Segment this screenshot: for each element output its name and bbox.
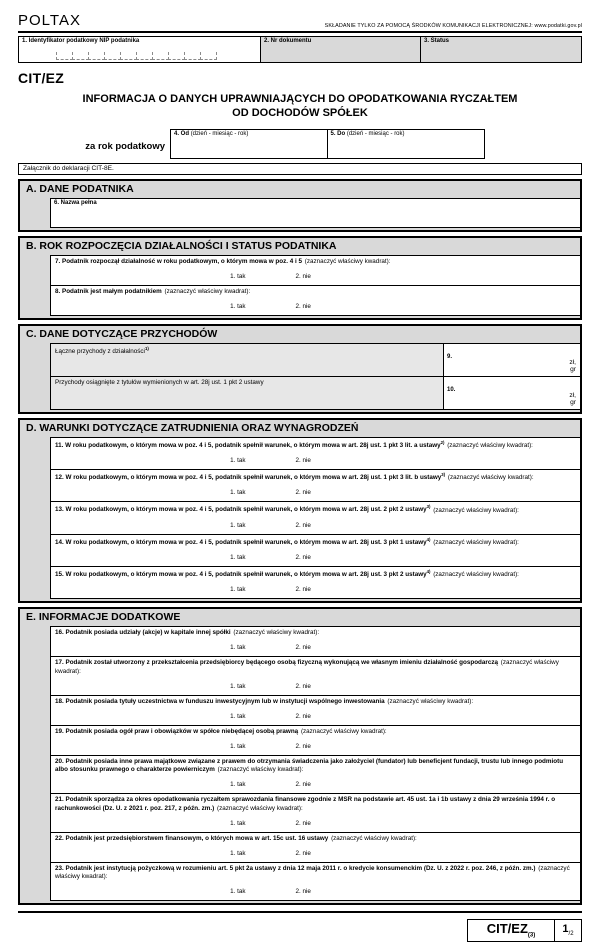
option-yes[interactable]: 1. tak xyxy=(230,682,246,690)
question-19-hint: (zaznaczyć właściwy kwadrat): xyxy=(300,727,387,735)
section-a-title: A. DANE PODATNIKA xyxy=(20,181,580,198)
question-row-21 xyxy=(50,793,580,832)
document-number-label: 2. Nr dokumentu xyxy=(264,38,312,44)
question-8-hint: (zaznaczyć właściwy kwadrat): xyxy=(164,287,251,295)
section-d-title: D. WARUNKI DOTYCZĄCE ZATRUDNIENIA ORAZ WYNAGRODZEŃ xyxy=(20,420,580,437)
question-18-options xyxy=(10,713,531,720)
question-7-text: 7. Podatnik rozpoczął działalność w roku podatkowym, o którym mowa w poz. 4 i 5 xyxy=(55,257,303,265)
nip-digit-cells[interactable] xyxy=(57,52,217,60)
tax-year-row xyxy=(70,129,582,159)
question-row-23 xyxy=(50,862,580,901)
option-no[interactable]: 2. nie xyxy=(295,819,311,827)
question-22-options xyxy=(10,850,531,857)
section-a xyxy=(18,179,582,232)
date-to-field[interactable] xyxy=(328,130,485,158)
nip-digit-cell[interactable] xyxy=(104,52,121,60)
question-row-16 xyxy=(50,626,580,657)
option-no[interactable]: 2. nie xyxy=(295,743,311,751)
option-yes[interactable]: 1. tak xyxy=(230,888,246,896)
amount-field-10-number: 10. xyxy=(447,386,456,393)
question-16-text: 16. Podatnik posiada udziały (akcje) w kapitale innej spółki xyxy=(55,629,231,637)
question-14-hint: (zaznaczyć właściwy kwadrat): xyxy=(433,538,519,546)
option-yes[interactable]: 1. tak xyxy=(230,554,246,561)
question-row-11 xyxy=(50,437,580,470)
question-12-text: 12. W roku podatkowym, o którym mowa w poz. 4 i 5, podatnik spełnił warunek, o którym mowa w art. 28j ust. 1 pkt 3 lit. b ustawy xyxy=(55,474,442,482)
footer-form-version: (3) xyxy=(527,932,536,939)
tax-year-date-box xyxy=(170,129,485,159)
footnote-ref: 3) xyxy=(441,472,446,478)
question-23-hint: (zaznaczyć właściwy kwadrat): xyxy=(55,864,570,881)
question-21-hint: (zaznaczyć właściwy kwadrat): xyxy=(216,804,303,812)
question-22-hint: (zaznaczyć właściwy kwadrat): xyxy=(331,834,417,842)
option-no[interactable]: 2. nie xyxy=(295,272,311,280)
nip-digit-cell[interactable] xyxy=(56,52,73,60)
question-row-20 xyxy=(50,755,580,794)
question-16-hint: (zaznaczyć właściwy kwadrat): xyxy=(233,629,320,637)
status-label: 3. Status xyxy=(424,38,450,44)
form-title xyxy=(18,92,582,121)
nip-digit-cell[interactable] xyxy=(88,52,105,60)
nip-field[interactable] xyxy=(19,37,261,62)
section-e-title: E. INFORMACJE DODATKOWE xyxy=(20,609,580,626)
nip-field-label: 1. Identyfikator podatkowy NIP podatnika xyxy=(22,38,140,44)
section-c-title: C. DANE DOTYCZĄCE PRZYCHODÓW xyxy=(20,326,580,343)
question-11-options xyxy=(10,457,531,464)
question-17-hint: (zaznaczyć właściwy kwadrat): xyxy=(55,659,559,675)
section-c-body xyxy=(20,343,580,412)
question-20-options xyxy=(10,781,531,788)
question-13-text: 13. W roku podatkowym, o którym mowa w poz. 4 i 5, podatnik spełnił warunek, o którym mowa w art. 28j ust. 2 pkt 2 ustawy xyxy=(55,506,427,514)
footer-page-indicator: $1_{/2}$ xyxy=(555,919,582,942)
option-no[interactable]: 2. nie xyxy=(295,644,311,652)
document-number-field xyxy=(261,37,421,62)
option-no[interactable]: 2. nie xyxy=(295,554,311,561)
section-e-body xyxy=(20,626,580,903)
section-d-body xyxy=(20,437,580,601)
question-13-options xyxy=(10,522,531,529)
currency-unit: zł, gr xyxy=(569,359,576,374)
question-17-text: 17. Podatnik został utworzony z przekształcenia przedsiębiorcy będącego osobą fizyczną wykonującą we własnym imieniu działalność gospodarczą xyxy=(55,659,499,667)
footnote-ref: 1) xyxy=(144,345,149,351)
question-15-options xyxy=(10,586,531,593)
question-13-hint: (zaznaczyć właściwy kwadrat): xyxy=(433,506,519,514)
question-8-text: 8. Podatnik jest małym podatnikiem xyxy=(55,287,162,295)
question-12-options xyxy=(10,489,531,496)
question-22-text: 22. Podatnik jest przedsiębiorstwem finansowym, o których mowa w art. 15c ust. 16 ustawy xyxy=(55,834,329,842)
option-yes[interactable]: 1. tak xyxy=(230,272,246,280)
option-yes[interactable]: 1. tak xyxy=(230,586,246,594)
option-no[interactable]: 2. nie xyxy=(295,302,311,310)
header-rule xyxy=(18,31,582,33)
nip-digit-cell[interactable] xyxy=(200,52,217,60)
revenue-row-10 xyxy=(50,376,580,410)
question-23-options xyxy=(10,888,531,895)
question-row-17 xyxy=(50,656,580,695)
question-7-options xyxy=(10,273,531,280)
e-filing-notice: SKŁADANIE TYLKO ZA POMOCĄ ŚRODKÓW KOMUNIKACJI ELEKTRONICZNEJ: www.podatki.gov.pl xyxy=(324,23,582,29)
question-14-text: 14. W roku podatkowym, o którym mowa w poz. 4 i 5, podatnik spełnił warunek, o którym mowa w art. 28j ust. 3 pkt 1 ustawy xyxy=(55,538,427,546)
form-title-line1: INFORMACJA O DANYCH UPRAWNIAJĄCYCH DO OPODATKOWANIA RYCZAŁTEM xyxy=(82,93,518,105)
form-title-line2: OD DOCHODÓW SPÓŁEK xyxy=(232,107,368,120)
option-yes[interactable]: 1. tak xyxy=(230,644,246,652)
status-field xyxy=(421,37,581,62)
top-bar xyxy=(18,12,582,29)
section-e xyxy=(18,607,582,905)
revenue-row-10-label: Przychody osiągnięte z tytułów wymienionych w art. 28j ust. 1 pkt 2 ustawy xyxy=(55,378,264,386)
nip-digit-cell[interactable] xyxy=(168,52,185,60)
question-row-12 xyxy=(50,469,580,502)
question-17-options xyxy=(10,683,531,690)
date-to-hint: (dzień - miesiąc - rok) xyxy=(346,130,405,137)
question-20-text: 20. Podatnik posiada inne prawa majątkowe związane z prawem do otrzymania świadczenia jako założyciel (fundator) lub beneficjent fundacji, trustu lub innego podmiotu albo stosunku prawnego o charakterze powierniczym xyxy=(55,758,564,774)
attachment-note: Załącznik do deklaracji CIT-8E. xyxy=(18,163,582,175)
date-to-label: 5. Do xyxy=(330,130,346,137)
revenue-row-9 xyxy=(50,343,580,377)
option-yes[interactable]: 1. tak xyxy=(230,521,246,529)
revenue-row-9-label: Łączne przychody z działalności$^{1)}$ xyxy=(55,345,149,356)
question-15-hint: (zaznaczyć właściwy kwadrat): xyxy=(433,571,519,579)
section-b xyxy=(18,236,582,320)
footnote-ref: 3) xyxy=(426,504,431,510)
question-18-text: 18. Podatnik posiada tytuły uczestnictwa w funduszu inwestycyjnym lub w instytucji wspólnego inwestowania xyxy=(55,697,385,705)
tax-year-label: za rok podatkowy xyxy=(85,140,165,152)
nip-digit-cell[interactable] xyxy=(72,52,89,60)
question-19-options xyxy=(10,743,531,750)
question-8-options xyxy=(10,303,531,310)
option-no[interactable]: 2. nie xyxy=(295,781,311,789)
question-14-options xyxy=(10,554,531,561)
footnote-ref: 2) xyxy=(440,439,445,445)
identifier-row xyxy=(18,36,582,63)
option-no[interactable]: 2. nie xyxy=(295,586,311,594)
option-yes[interactable]: 1. tak xyxy=(230,489,246,497)
question-7-hint: (zaznaczyć właściwy kwadrat): xyxy=(304,257,391,265)
section-d xyxy=(18,418,582,603)
question-15-text: 15. W roku podatkowym, o którym mowa w poz. 4 i 5, podatnik spełnił warunek, o którym mowa w art. 28j ust. 3 pkt 2 ustawy xyxy=(55,571,427,579)
date-from-label: 4. Od xyxy=(174,130,190,137)
option-no[interactable]: 2. nie xyxy=(295,489,311,497)
question-row-13 xyxy=(50,501,580,534)
date-from-hint: (dzień - miesiąc - rok) xyxy=(190,130,249,137)
footer-form-code: CIT/$EZ_{(3)}$ xyxy=(467,919,555,942)
question-21-text: 21. Podatnik sporządza za okres opodatkowania ryczałtem sprawozdania finansowe zgodnie z MSR na podstawie art. 45 ust. 1a i 1b ustawy z dnia 29 września 1994 r. o rachunkowości (Dz. U. z 2021 r. poz. 217, z późn. zm.) xyxy=(55,796,556,812)
option-no[interactable]: 2. nie xyxy=(295,521,311,529)
section-b-title: B. ROK ROZPOCZĘCIA DZIAŁALNOŚCI I STATUS PODATNIKA xyxy=(20,238,580,255)
option-yes[interactable]: 1. tak xyxy=(230,457,246,465)
section-c xyxy=(18,324,582,414)
section-b-body xyxy=(20,255,580,318)
full-name-field[interactable] xyxy=(50,198,580,228)
nip-digit-cell[interactable] xyxy=(120,52,137,60)
option-yes[interactable]: 1. tak xyxy=(230,302,246,310)
option-no[interactable]: 2. nie xyxy=(295,888,311,896)
option-no[interactable]: 2. nie xyxy=(295,682,311,690)
question-row-8 xyxy=(50,285,580,316)
question-18-hint: (zaznaczyć właściwy kwadrat): xyxy=(387,697,474,705)
nip-digit-cell[interactable] xyxy=(152,52,169,60)
option-no[interactable]: 2. nie xyxy=(295,457,311,465)
question-21-options xyxy=(10,820,531,827)
form-code: CIT/EZ xyxy=(18,70,65,86)
nip-digit-cell[interactable] xyxy=(184,52,201,60)
question-16-options xyxy=(10,644,531,651)
question-11-hint: (zaznaczyć właściwy kwadrat): xyxy=(447,442,533,450)
footer-rule xyxy=(18,911,582,913)
footnote-ref: 4) xyxy=(426,536,431,542)
question-row-15 xyxy=(50,566,580,599)
question-11-text: 11. W roku podatkowym, o którym mowa w poz. 4 i 5, podatnik spełnił warunek, o którym mowa w art. 28j ust. 1 pkt 3 lit. a ustawy xyxy=(55,442,441,450)
currency-unit: zł, gr xyxy=(569,392,576,407)
amount-field-9[interactable] xyxy=(443,344,580,376)
footnote-ref: 4) xyxy=(426,569,431,574)
option-no[interactable]: 2. nie xyxy=(295,712,311,720)
question-row-7 xyxy=(50,255,580,286)
date-from-field[interactable] xyxy=(171,130,328,158)
question-20-hint: (zaznaczyć właściwy kwadrat): xyxy=(217,766,304,774)
question-row-14 xyxy=(50,534,580,567)
option-no[interactable]: 2. nie xyxy=(295,849,311,857)
question-19-text: 19. Podatnik posiada ogół praw i obowiązków w spółce niebędącej osobą prawną xyxy=(55,727,299,735)
question-row-19 xyxy=(50,725,580,756)
question-row-18 xyxy=(50,695,580,726)
option-yes[interactable]: 1. tak xyxy=(230,781,246,789)
poltax-logo: POLTAX xyxy=(18,12,81,29)
question-23-text: 23. Podatnik jest instytucją pożyczkową w rozumieniu art. 5 pkt 2a ustawy z dnia 12 maja 2011 r. o kredycie konsumenckim (Dz. U. z 2022 r. poz. 246, z późn. zm.) xyxy=(55,864,536,872)
option-yes[interactable]: 1. tak xyxy=(230,849,246,857)
question-12-hint: (zaznaczyć właściwy kwadrat): xyxy=(447,474,534,482)
option-yes[interactable]: 1. tak xyxy=(230,712,246,720)
nip-digit-cell[interactable] xyxy=(136,52,153,60)
footer-boxes xyxy=(18,919,582,942)
amount-field-9-number: 9. xyxy=(447,353,453,360)
option-yes[interactable]: 1. tak xyxy=(230,819,246,827)
full-name-label: 6. Nazwa pełna xyxy=(54,199,97,206)
option-yes[interactable]: 1. tak xyxy=(230,743,246,751)
amount-field-10[interactable] xyxy=(443,377,580,409)
section-a-body xyxy=(20,198,580,230)
question-row-22 xyxy=(50,832,580,863)
